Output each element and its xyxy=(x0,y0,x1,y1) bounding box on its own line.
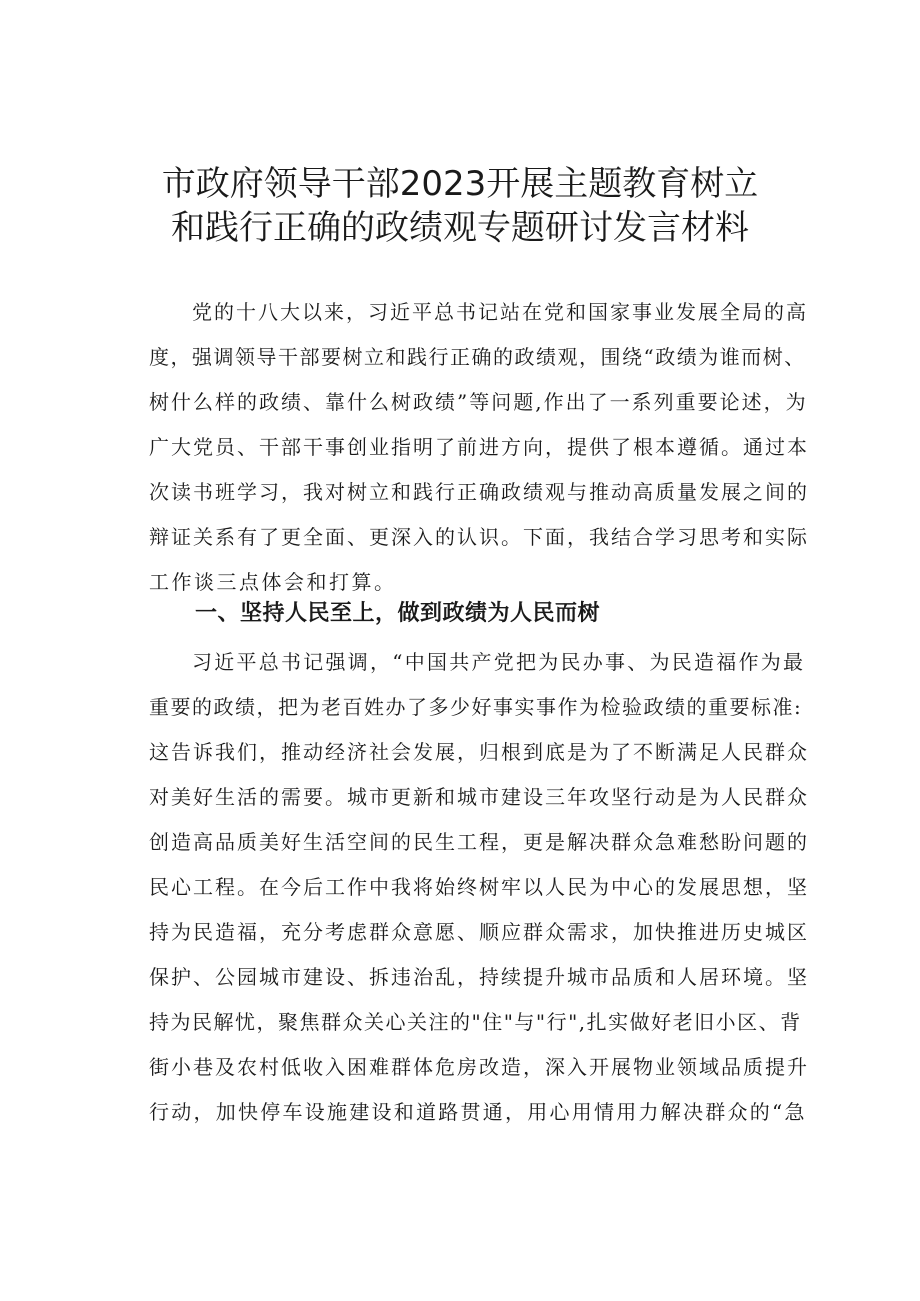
paragraph-line: 对美好生活的需要。城市更新和城市建设三年攻坚行动是为人民群众 xyxy=(149,785,809,809)
paragraph-line: 这告诉我们，推动经济社会发展，归根到底是为了不断满足人民群众 xyxy=(149,740,809,764)
paragraph-line: 党的十八大以来，习近平总书记站在党和国家事业发展全局的高 xyxy=(192,300,808,324)
paragraph-line: 保护、公园城市建设、拆违治乱，持续提升城市品质和人居环境。坚 xyxy=(149,965,809,989)
paragraph-line: 持为民解忧，聚焦群众关心关注的"住"与"行",扎实做好老旧小区、背 xyxy=(149,1010,802,1034)
paragraph-line: 民心工程。在今后工作中我将始终树牢以人民为中心的发展思想，坚 xyxy=(149,875,809,899)
paragraph-line: 次读书班学习，我对树立和践行正确政绩观与推动高质量发展之间的 xyxy=(149,480,809,504)
paragraph-line: 广大党员、干部干事创业指明了前进方向，提供了根本遵循。通过本 xyxy=(149,435,809,459)
paragraph-line: 树什么样的政绩、靠什么树政绩”等问题,作出了一系列重要论述，为 xyxy=(149,390,808,414)
document-title-line-2: 和践行正确的政绩观专题研讨发言材料 xyxy=(171,208,749,248)
paragraph-line: 行动，加快停车设施建设和道路贯通，用心用情用力解决群众的“急 xyxy=(149,1100,807,1124)
intro-paragraph xyxy=(149,290,809,605)
paragraph-line: 创造高品质美好生活空间的民生工程，更是解决群众急难愁盼问题的 xyxy=(149,830,809,854)
paragraph-line: 街小巷及农村低收入困难群体危房改造，深入开展物业领域品质提升 xyxy=(149,1055,809,1079)
section-heading: 一、坚持人民至上，做到政绩为人民而树 xyxy=(195,601,601,626)
paragraph-line: 工作谈三点体会和打算。 xyxy=(149,570,397,594)
document-title-line-1: 市政府领导干部2023开展主题教育树立 xyxy=(161,164,759,204)
paragraph-line: 习近平总书记强调，“中国共产党把为民办事、为民造福作为最 xyxy=(192,650,806,674)
paragraph-line: 重要的政绩，把为老百姓办了多少好事实事作为检验政绩的重要标准: xyxy=(149,695,803,719)
paragraph-line: 辩证关系有了更全面、更深入的认识。下面，我结合学习思考和实际 xyxy=(149,525,809,549)
paragraph-line: 持为民造福，充分考虑群众意愿、顺应群众需求，加快推进历史城区 xyxy=(149,920,809,944)
section1-paragraph xyxy=(149,640,809,1135)
paragraph-line: 度，强调领导干部要树立和践行正确的政绩观，围绕“政绩为谁而树、 xyxy=(149,345,806,369)
